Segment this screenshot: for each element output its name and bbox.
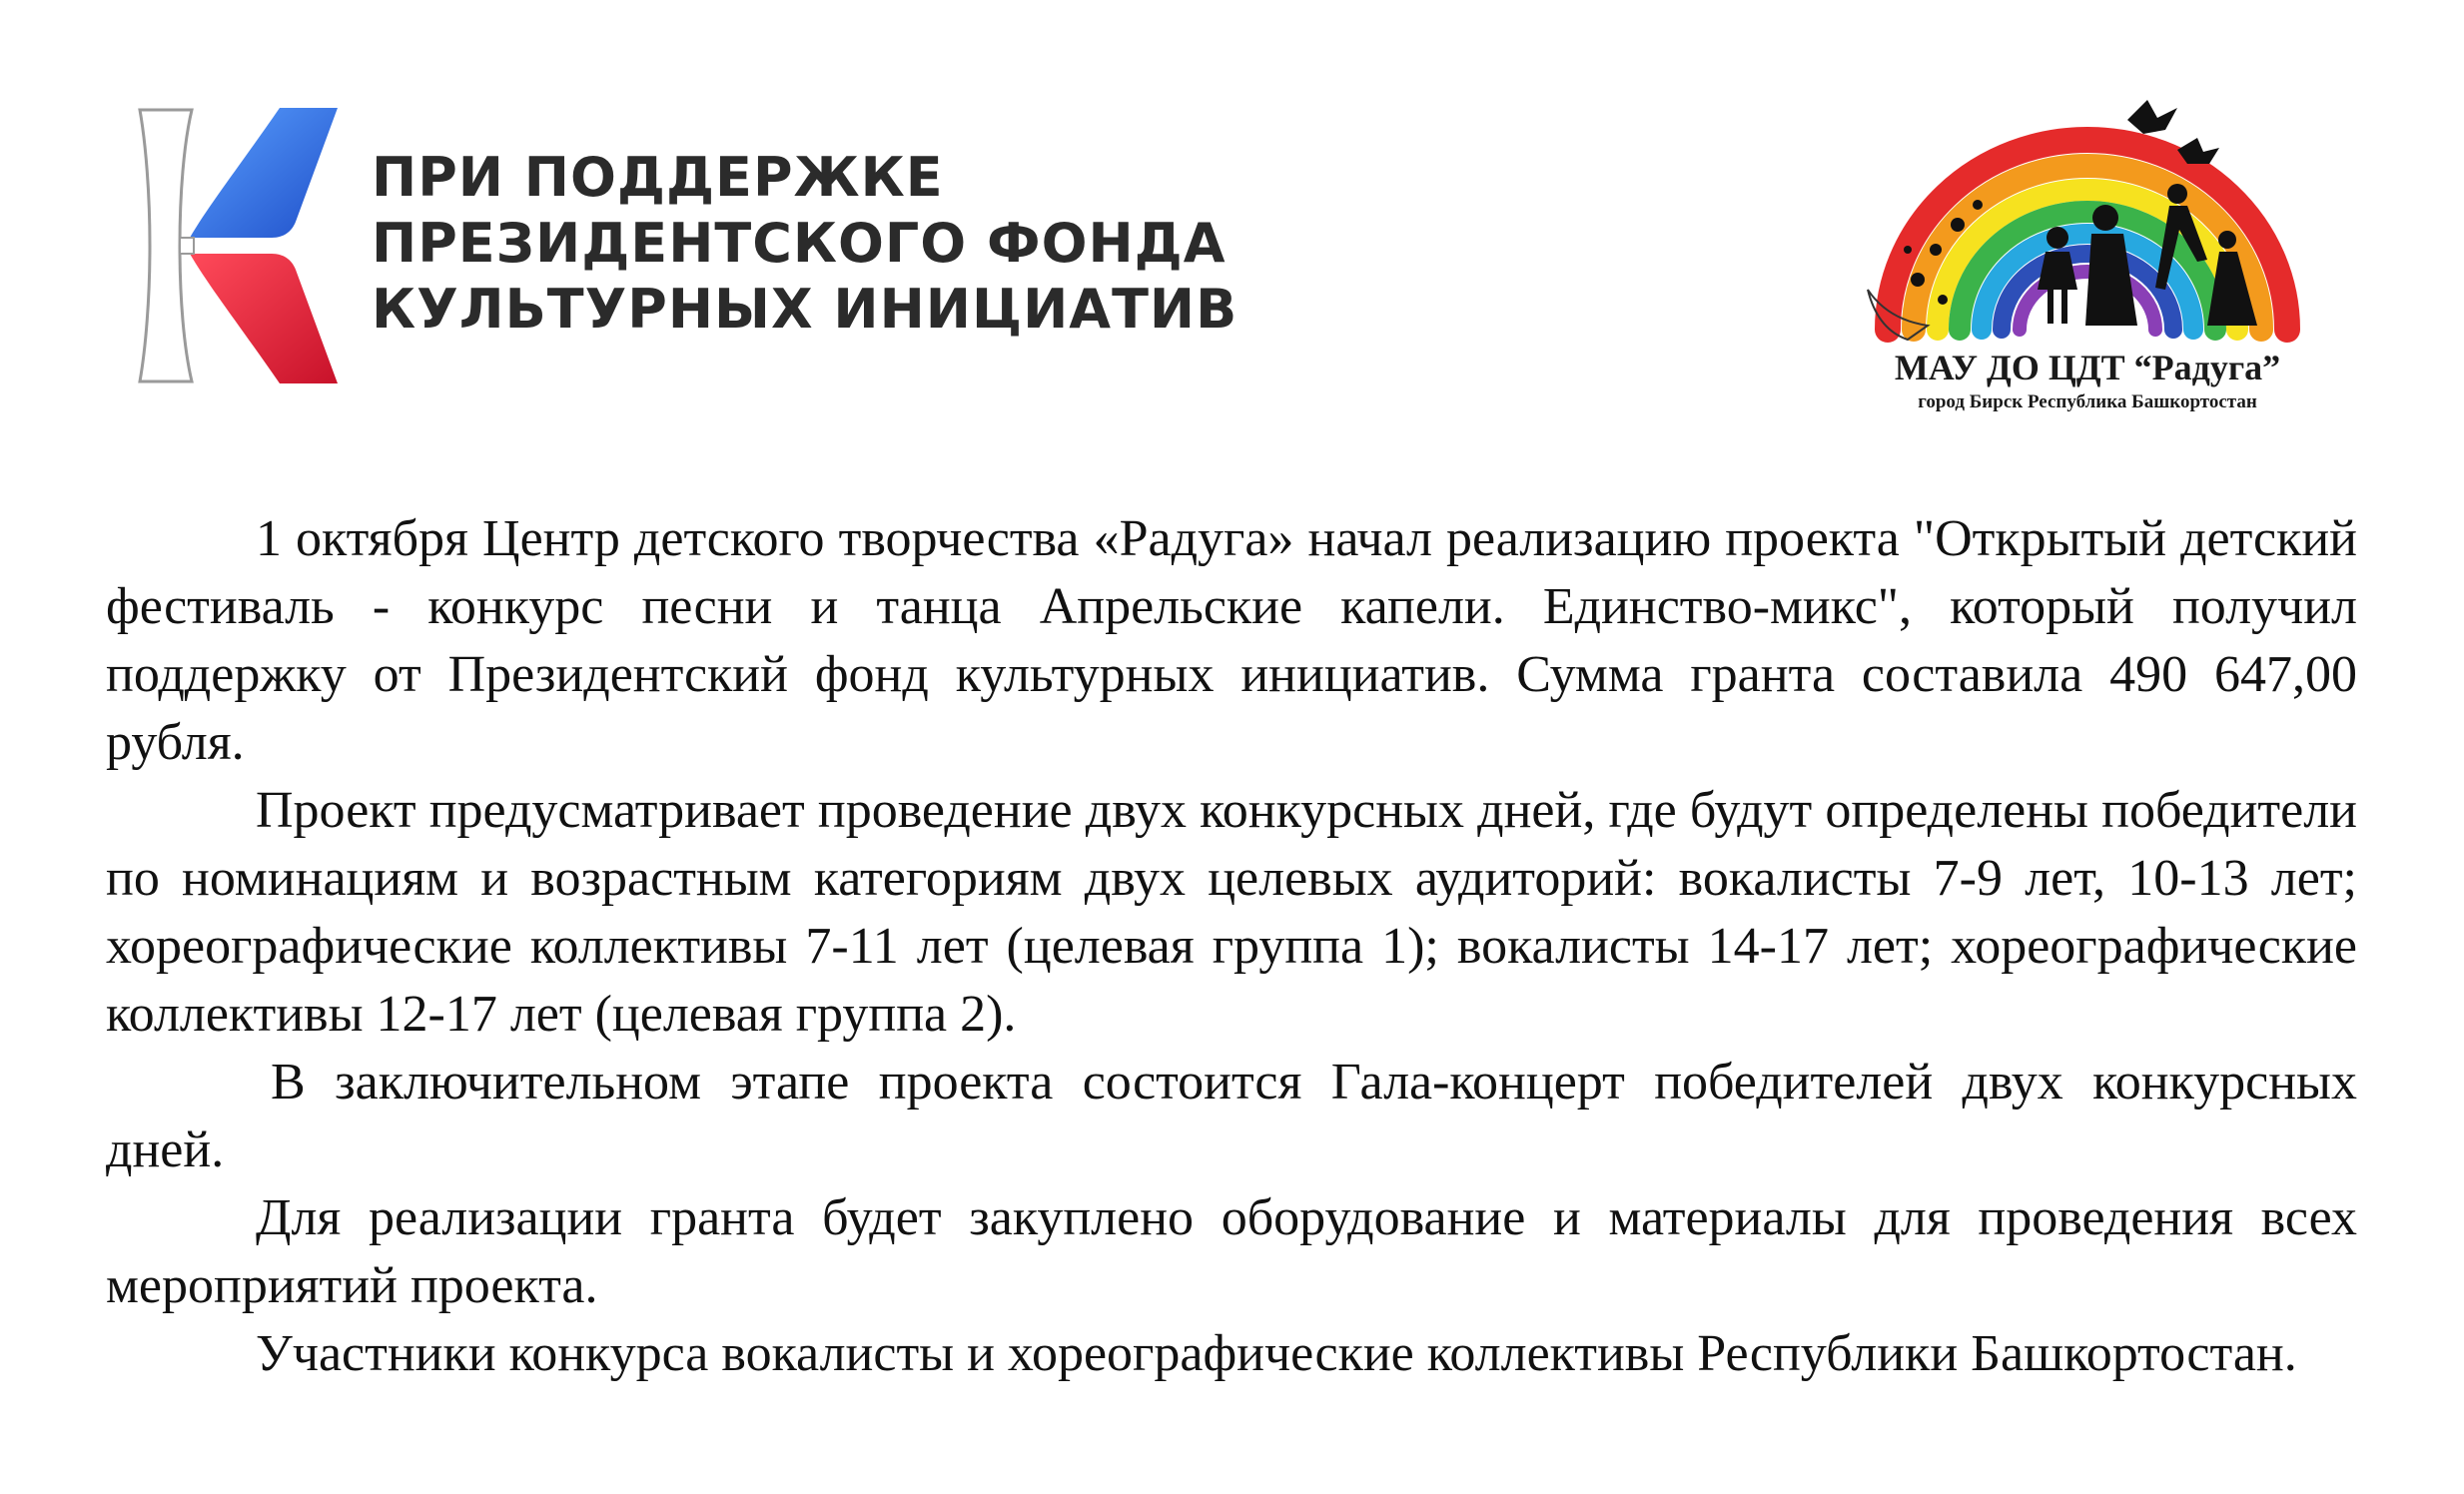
rainbow-silhouettes-emblem-icon <box>1848 90 2327 350</box>
paragraph-participants: Участники конкурса вокалисты и хореографические коллективы Республики Башкортостан. <box>256 1325 2297 1382</box>
fund-title-line-3: КУЛЬТУРНЫХ ИНИЦИАТИВ <box>372 278 1238 341</box>
paragraph-equipment: Для реализации гранта будет закуплено оборудование и материалы для проведения всех мероприятий проекта. <box>106 1189 2357 1314</box>
fund-title-line-1: ПРИ ПОДДЕРЖКЕ <box>372 146 944 209</box>
fund-support-title <box>372 145 1270 343</box>
paragraph-project-start: 1 октября Центр детского творчества «Радуга» начал реализацию проекта "Открытый детский фестиваль - конкурс песни и танца Апрельские капели. Единство-микс", который получил поддержку от Президентский фонд культурных инициатив. Сумма гранта составила 490 647,00 рубля. <box>106 510 2357 771</box>
article-body <box>106 505 2357 1388</box>
fund-title-line-2: ПРЕЗИДЕНТСКОГО ФОНДА <box>372 212 1227 275</box>
raduga-logo <box>1848 90 2327 419</box>
presidential-fund-k-logo-icon <box>132 104 342 387</box>
raduga-org-name: МАУ ДО ЦДТ “Радуга” <box>1894 348 2281 387</box>
paragraph-contest-days: Проект предусматривает проведение двух конкурсных дней, где будут определены победители по номинациям и возрастным категориям двух целевых аудиторий: вокалисты 7-9 лет, 10-13 лет; хореографические коллективы 7-11 лет (целевая группа 1); вокалисты 14-17 лет; хореографические коллективы 12-17 лет (целевая группа 2). <box>106 782 2357 1043</box>
paragraph-gala-concert: В заключительном этапе проекта состоится Гала-концерт победителей двух конкурсных дней. <box>106 1054 2357 1178</box>
raduga-city: город Бирск Республика Башкортостан <box>1918 391 2257 412</box>
